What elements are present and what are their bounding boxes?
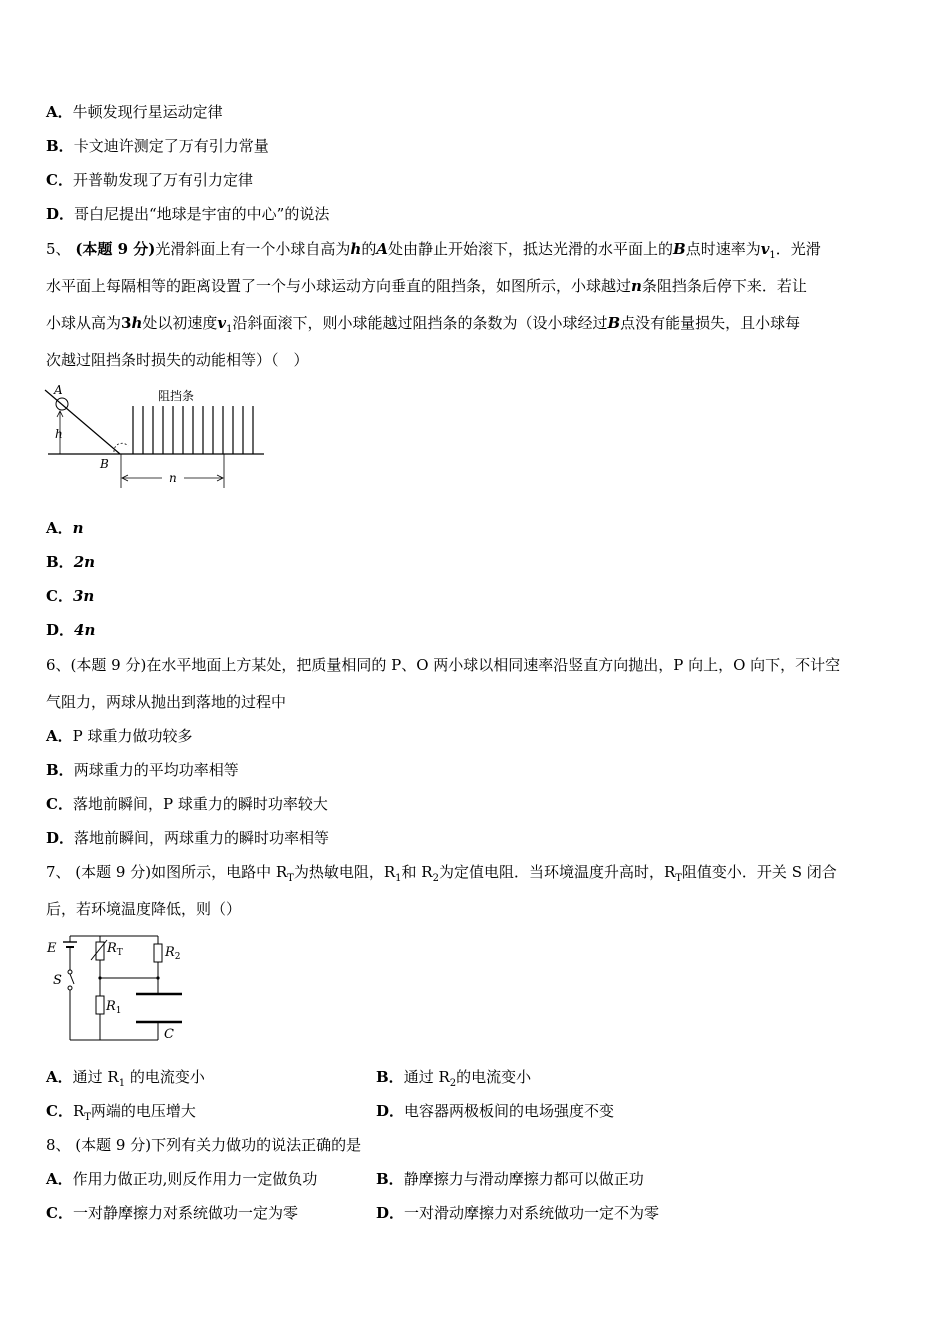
q5-label-h: h [55, 427, 63, 441]
q4-option-c: C．开普勒发现了万有引力定律 [46, 171, 253, 189]
q5-stem-line3: 小球从高为3h处以初速度$v_1$沿斜面滚下，则小球能越过阻挡条的条数为（设小球经过B点没有能量损失，且小球每 [46, 314, 801, 335]
q7-label-rt: $R_T$ [107, 941, 123, 958]
q7-option-d: D．电容器两极板间的电场强度不变 [376, 1102, 615, 1120]
q7-option-a: A．通过 $R_1$ 的电流变小 [46, 1068, 205, 1089]
q5-figure [40, 380, 270, 492]
q5-option-c: C．3n [46, 587, 95, 605]
q7-option-c: C．$R_T$两端的电压增大 [46, 1102, 196, 1123]
q4-option-a: A．牛顿发现行星运动定律 [46, 103, 223, 121]
q8-option-a: A．作用力做正功,则反作用力一定做负功 [46, 1170, 318, 1188]
q8-option-c: C．一对静摩擦力对系统做功一定为零 [46, 1204, 298, 1222]
q8-option-b: B．静摩擦力与滑动摩擦力都可以做正功 [376, 1170, 644, 1188]
q6-stem-line1: 6、(本题 9 分)在水平地面上方某处，把质量相同的 P、O 两小球以相同速率沿竖直方向抛出，P 向上，O 向下，不计空 [46, 656, 841, 674]
q7-stem-line1: 7、 (本题 9 分)如图所示，电路中 $R_T$为热敏电阻，$R_1$和 $R_2$为定值电阻．当环境温度升高时，$R_T$阻值变小．开关 S 闭合 [46, 863, 837, 884]
q7-stem-line2: 后，若环境温度降低，则（） [46, 900, 242, 918]
q7-label-r2: $R_2$ [165, 945, 181, 962]
q7-circuit-figure [44, 928, 194, 1046]
q6-option-c: C．落地前瞬间，P 球重力的瞬时功率较大 [46, 795, 328, 813]
q4-option-d: D．哥白尼提出“地球是宇宙的中心”的说法 [46, 205, 330, 223]
q7-label-r1: $R_1$ [106, 999, 122, 1016]
q5-label-a: A [54, 383, 63, 397]
q4-option-b: B．卡文迪许测定了万有引力常量 [46, 137, 269, 155]
q5-label-b: B [100, 457, 109, 471]
q8-stem: 8、 (本题 9 分)下列有关力做功的说法正确的是 [46, 1136, 362, 1154]
q5-label-n: n [169, 471, 177, 485]
q6-option-b: B．两球重力的平均功率相等 [46, 761, 239, 779]
q8-option-d: D．一对滑动摩擦力对系统做功一定不为零 [376, 1204, 660, 1222]
q6-stem-line2: 气阻力，两球从抛出到落地的过程中 [46, 693, 287, 711]
q7-label-s: S [53, 973, 62, 988]
q7-label-c: C [164, 1027, 174, 1042]
q5-stem-line4: 次越过阻挡条时损失的动能相等）（ ） [46, 351, 309, 369]
q7-label-e: E [47, 941, 57, 956]
q5-option-d: D．4n [46, 621, 96, 639]
q5-option-a: A．n [46, 519, 84, 537]
q5-stem-line1: 5、 (本题 9 分)光滑斜面上有一个小球自高为h的A处由静止开始滚下，抵达光滑的水平面上的B点时速率为$v_1$．光滑 [46, 240, 821, 261]
q5-stem-line2: 水平面上每隔相等的距离设置了一个与小球运动方向垂直的阻挡条，如图所示，小球越过n条阻挡条后停下来．若让 [46, 277, 807, 295]
q6-option-a: A．P 球重力做功较多 [46, 727, 193, 745]
q5-option-b: B．2n [46, 553, 96, 571]
q5-label-bars: 阻挡条 [158, 389, 195, 403]
q6-option-d: D．落地前瞬间，两球重力的瞬时功率相等 [46, 829, 330, 847]
q7-option-b: B．通过 $R_2$的电流变小 [376, 1068, 532, 1089]
